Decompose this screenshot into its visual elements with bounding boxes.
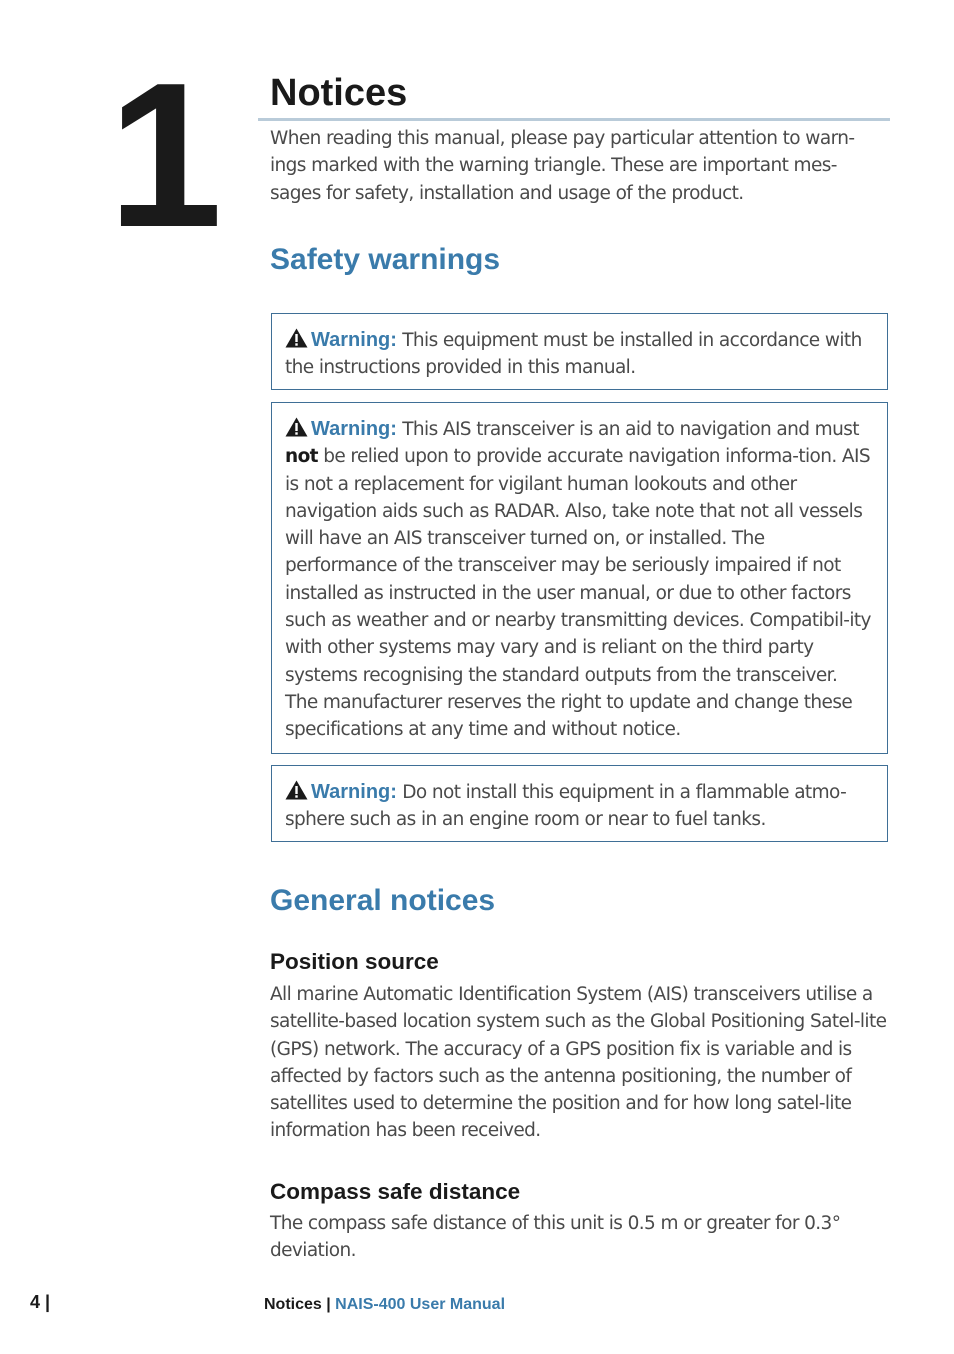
footer-section: Notices | [264,1296,331,1313]
warning-triangle-icon [285,328,308,348]
footer-title [264,1296,505,1314]
warning-label: Warning: [311,781,397,803]
safety-warnings-heading: Safety warnings [270,243,501,276]
warning-label: Warning: [311,329,397,351]
footer-page-number: 4 | [30,1292,51,1312]
warning-box-1 [271,313,888,390]
warning-text-2b: be relied upon to provide accurate navigation informa-tion. AIS is not a replacement for vigilant human lookouts and other navigation aids such as RADAR. Also, take note that not all vessels will have an AIS transceiver turned on, or installed. The performance of the transceiver may be seriously impaired if not installed as instructed in the user manual, or due to other factors such as weather and or nearby transmitting devices. Compatibil-ity with other systems may vary and is reliant on the third party systems recognising the standard outputs from the transceiver. The manufacturer reserves the right to update and change these specifications at any time and without notice. [285,446,871,741]
warning-triangle-icon [285,780,308,800]
position-source-heading: Position source [270,949,439,974]
footer-manual-name: NAIS-400 User Manual [335,1296,506,1313]
warning-box-3 [271,765,888,842]
title-divider [258,118,890,121]
chapter-number: 1 [108,40,209,270]
warning-text-1: This equipment must be installed in accordance with the instructions provided in this manual. [285,330,862,379]
warning-text-3: Do not install this equipment in a flammable atmo-sphere such as in an engine room or near to fuel tanks. [285,782,847,831]
page-title: Notices [270,72,408,114]
warning-emphasis: not [285,446,318,468]
warning-label: Warning: [311,418,397,440]
intro-paragraph: When reading this manual, please pay particular attention to warn-ings marked with the warning triangle. These are important mes-sages for safety, installation and usage of the product. [270,128,855,204]
warning-text-2a: This AIS transceiver is an aid to navigation and must [402,419,859,440]
general-notices-heading: General notices [270,884,496,917]
compass-safe-distance-heading: Compass safe distance [270,1179,521,1204]
position-source-paragraph: All marine Automatic Identification System (AIS) transceivers utilise a satellite-based location system such as the Global Positioning Satel-lite (GPS) network. The accuracy of a GPS position fix is variable and is affected by factors such as the antenna positioning, the number of satellites used to determine the position and for how long satel-lite information has been received. [270,984,887,1142]
warning-box-2 [271,402,888,754]
warning-triangle-icon [285,417,308,437]
compass-safe-distance-paragraph: The compass safe distance of this unit is 0.5 m or greater for 0.3° deviation. [270,1213,841,1262]
